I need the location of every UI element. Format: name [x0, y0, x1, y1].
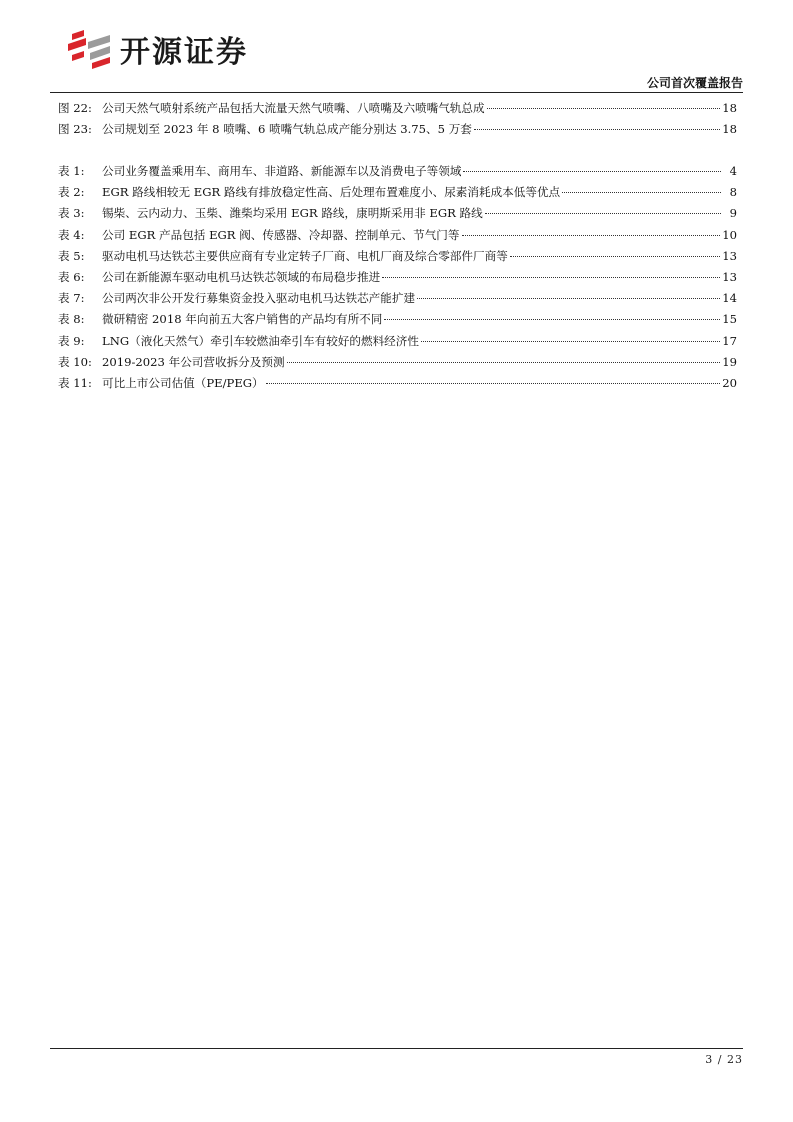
toc-entry-table[interactable] — [58, 246, 737, 267]
entry-title: 2019-2023 年公司营收拆分及预测 — [102, 354, 285, 369]
entry-page: 18 — [722, 101, 737, 115]
entry-label: 表 5: — [58, 248, 85, 263]
report-type: 公司首次覆盖报告 — [646, 76, 743, 90]
entry-page: 9 — [729, 206, 737, 221]
dot-leader — [463, 171, 721, 172]
dot-leader — [287, 362, 721, 363]
entry-title: EGR 路线相较无 EGR 路线有排放稳定性高、后处理布置难度小、尿素消耗成本低等优点 — [102, 185, 561, 200]
header-divider — [50, 92, 743, 93]
entry-page: 13 — [722, 269, 737, 284]
entry-label: 表 11: — [58, 375, 92, 390]
entry-page: 18 — [722, 122, 737, 137]
entry-label: 图 22: — [58, 101, 92, 115]
entry-title: 公司两次非公开发行募集资金投入驱动电机马达铁芯产能扩建 — [102, 291, 416, 306]
entry-label: 表 6: — [58, 269, 85, 284]
entry-title: 公司在新能源车驱动电机马达铁芯领域的布局稳步推进 — [102, 269, 381, 284]
toc-entry-table[interactable] — [58, 225, 737, 246]
entry-label: 表 2: — [58, 185, 85, 200]
toc-entry-table[interactable] — [58, 288, 737, 309]
toc-entry-figure[interactable] — [58, 119, 737, 140]
entry-title: 微研精密 2018 年向前五大客户销售的产品均有所不同 — [102, 312, 383, 327]
dot-leader — [485, 213, 721, 214]
entry-title: 驱动电机马达铁芯主要供应商有专业定转子厂商、电机厂商及综合零部件厂商等 — [102, 248, 508, 263]
entry-title: 公司业务覆盖乘用车、商用车、非道路、新能源车以及消费电子等领域 — [102, 164, 462, 178]
toc-entry-table[interactable] — [58, 203, 737, 224]
entry-label: 表 8: — [58, 312, 85, 327]
entry-label: 表 4: — [58, 227, 85, 242]
toc-entry-table[interactable] — [58, 309, 737, 330]
entry-label: 表 10: — [58, 354, 92, 369]
dot-leader — [421, 341, 720, 342]
entry-label: 表 3: — [58, 206, 85, 221]
entry-page: 8 — [729, 185, 737, 200]
company-logo — [66, 28, 248, 70]
entry-label: 表 7: — [58, 291, 85, 306]
toc-entry-table[interactable] — [58, 331, 737, 352]
toc-entry-table[interactable] — [58, 373, 737, 394]
figure-list — [58, 98, 737, 140]
entry-title: 公司规划至 2023 年 8 喷嘴、6 喷嘴气轨总成产能分别达 3.75、5 万套 — [102, 122, 472, 137]
dot-leader — [510, 256, 720, 257]
entry-page: 4 — [729, 164, 737, 178]
entry-label: 表 9: — [58, 333, 85, 348]
logo-mark-icon — [66, 28, 112, 70]
footer-divider — [50, 1048, 743, 1049]
toc-entry-table[interactable] — [58, 352, 737, 373]
entry-title: 可比上市公司估值（PE/PEG） — [102, 375, 264, 390]
entry-label: 表 1: — [58, 164, 85, 178]
dot-leader — [487, 108, 721, 109]
dot-leader — [462, 235, 721, 236]
entry-title: LNG（液化天然气）牵引车较燃油牵引车有较好的燃料经济性 — [102, 333, 419, 348]
toc-entry-table[interactable] — [58, 267, 737, 288]
entry-page: 14 — [722, 291, 737, 306]
page-number: 3 / 23 — [705, 1053, 743, 1066]
entry-title: 锡柴、云内动力、玉柴、潍柴均采用 EGR 路线，康明斯采用非 EGR 路线 — [102, 206, 483, 221]
dot-leader — [382, 277, 720, 278]
dot-leader — [474, 129, 720, 130]
dot-leader — [384, 319, 720, 320]
table-list — [58, 161, 737, 394]
entry-page: 15 — [722, 312, 737, 327]
dot-leader — [266, 383, 721, 384]
entry-page: 17 — [722, 333, 737, 348]
toc-entry-table[interactable] — [58, 161, 737, 182]
dot-leader — [562, 192, 721, 193]
entry-page: 19 — [722, 354, 737, 369]
entry-label: 图 23: — [58, 122, 92, 137]
toc-entry-table[interactable] — [58, 182, 737, 203]
entry-page: 10 — [722, 227, 737, 242]
entry-page: 13 — [722, 248, 737, 263]
company-name: 开源证券 — [120, 35, 248, 70]
dot-leader — [417, 298, 720, 299]
entry-page: 20 — [722, 375, 737, 390]
entry-title: 公司 EGR 产品包括 EGR 阀、传感器、冷却器、控制单元、节气门等 — [102, 227, 460, 242]
toc-entry-figure[interactable] — [58, 98, 737, 119]
entry-title: 公司天然气喷射系统产品包括大流量天然气喷嘴、八喷嘴及六喷嘴气轨总成 — [102, 101, 485, 115]
